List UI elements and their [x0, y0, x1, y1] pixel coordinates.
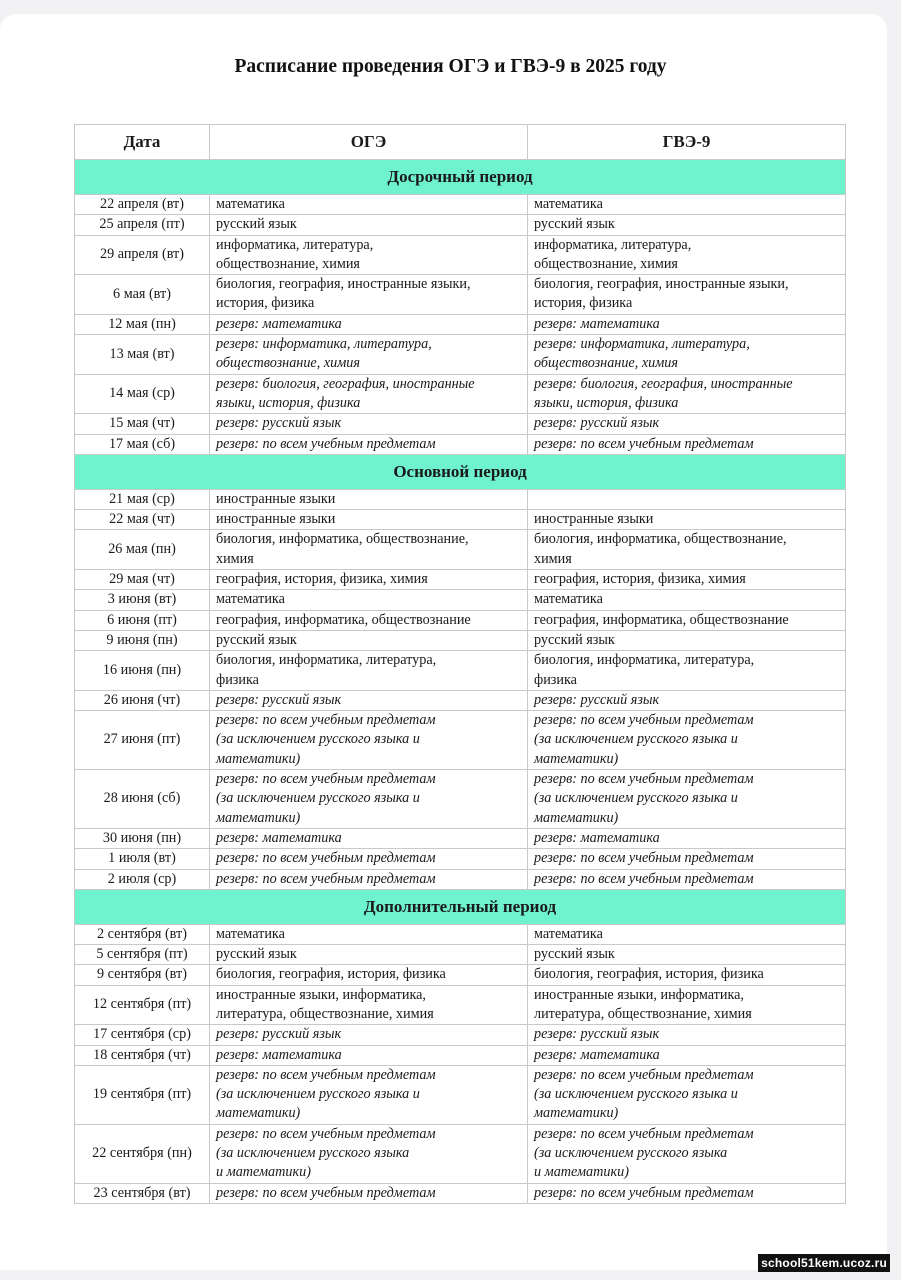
table-row	[75, 828, 846, 848]
table-row	[75, 1124, 846, 1183]
table-row	[75, 651, 846, 691]
table-row	[75, 770, 846, 829]
oge-cell: биология, география, история, физика	[210, 965, 528, 985]
oge-cell: иностранные языки	[210, 489, 528, 509]
date-cell: 30 июня (пн)	[75, 828, 210, 848]
oge-cell: резерв: математика	[210, 1045, 528, 1065]
gve-cell: резерв: по всем учебным предметам	[528, 434, 846, 454]
oge-cell: резерв: математика	[210, 314, 528, 334]
period-header-row	[75, 454, 846, 489]
table-row	[75, 530, 846, 570]
table-row	[75, 275, 846, 315]
oge-cell: русский язык	[210, 630, 528, 650]
gve-cell: резерв: математика	[528, 828, 846, 848]
table-row	[75, 510, 846, 530]
date-cell: 22 мая (чт)	[75, 510, 210, 530]
oge-cell: резерв: биология, география, иностранные языки, история, физика	[210, 374, 528, 414]
date-cell: 9 сентября (вт)	[75, 965, 210, 985]
gve-cell: русский язык	[528, 630, 846, 650]
date-cell: 6 июня (пт)	[75, 610, 210, 630]
table-row	[75, 630, 846, 650]
gve-cell: иностранные языки	[528, 510, 846, 530]
gve-cell	[528, 489, 846, 509]
date-cell: 23 сентября (вт)	[75, 1183, 210, 1203]
gve-cell: резерв: русский язык	[528, 414, 846, 434]
table-row	[75, 235, 846, 275]
header-date: Дата	[75, 125, 210, 160]
header-oge: ОГЭ	[210, 125, 528, 160]
period-header-row	[75, 889, 846, 924]
oge-cell: биология, информатика, обществознание, химия	[210, 530, 528, 570]
date-cell: 26 июня (чт)	[75, 690, 210, 710]
period-title: Досрочный период	[75, 160, 846, 195]
table-row	[75, 570, 846, 590]
gve-cell: география, информатика, обществознание	[528, 610, 846, 630]
date-cell: 1 июля (вт)	[75, 849, 210, 869]
schedule-table	[74, 124, 846, 1204]
gve-cell: информатика, литература, обществознание, химия	[528, 235, 846, 275]
gve-cell: резерв: математика	[528, 314, 846, 334]
date-cell: 22 сентября (пн)	[75, 1124, 210, 1183]
gve-cell: резерв: по всем учебным предметам (за исключением русского языка и математики)	[528, 711, 846, 770]
oge-cell: иностранные языки, информатика, литература, обществознание, химия	[210, 985, 528, 1025]
table-row	[75, 590, 846, 610]
oge-cell: русский язык	[210, 945, 528, 965]
gve-cell: математика	[528, 590, 846, 610]
table-row	[75, 1045, 846, 1065]
oge-cell: резерв: по всем учебным предметам (за исключением русского языка и математики)	[210, 770, 528, 829]
date-cell: 29 апреля (вт)	[75, 235, 210, 275]
date-cell: 3 июня (вт)	[75, 590, 210, 610]
gve-cell: резерв: русский язык	[528, 690, 846, 710]
oge-cell: математика	[210, 195, 528, 215]
table-row	[75, 869, 846, 889]
date-cell: 9 июня (пн)	[75, 630, 210, 650]
table-row	[75, 195, 846, 215]
oge-cell: резерв: по всем учебным предметам (за исключением русского языка и математики)	[210, 1124, 528, 1183]
period-title: Дополнительный период	[75, 889, 846, 924]
date-cell: 5 сентября (пт)	[75, 945, 210, 965]
gve-cell: русский язык	[528, 945, 846, 965]
table-row	[75, 985, 846, 1025]
table-row	[75, 434, 846, 454]
date-cell: 12 сентября (пт)	[75, 985, 210, 1025]
date-cell: 26 мая (пн)	[75, 530, 210, 570]
oge-cell: резерв: по всем учебным предметам (за исключением русского языка и математики)	[210, 711, 528, 770]
table-row	[75, 1183, 846, 1203]
table-row	[75, 314, 846, 334]
oge-cell: биология, информатика, литература, физика	[210, 651, 528, 691]
table-row	[75, 610, 846, 630]
oge-cell: иностранные языки	[210, 510, 528, 530]
period-header-row	[75, 160, 846, 195]
schedule-body	[75, 160, 846, 1204]
gve-cell: математика	[528, 195, 846, 215]
table-row	[75, 414, 846, 434]
gve-cell: резерв: по всем учебным предметам (за исключением русского языка и математики)	[528, 1124, 846, 1183]
oge-cell: резерв: русский язык	[210, 414, 528, 434]
oge-cell: резерв: русский язык	[210, 1025, 528, 1045]
date-cell: 6 мая (вт)	[75, 275, 210, 315]
table-row	[75, 711, 846, 770]
gve-cell: иностранные языки, информатика, литература, обществознание, химия	[528, 985, 846, 1025]
date-cell: 12 мая (пн)	[75, 314, 210, 334]
date-cell: 27 июня (пт)	[75, 711, 210, 770]
gve-cell: резерв: по всем учебным предметам (за исключением русского языка и математики)	[528, 1065, 846, 1124]
gve-cell: резерв: математика	[528, 1045, 846, 1065]
date-cell: 29 мая (чт)	[75, 570, 210, 590]
oge-cell: информатика, литература, обществознание, химия	[210, 235, 528, 275]
site-watermark: school51kem.ucoz.ru	[758, 1254, 890, 1272]
oge-cell: русский язык	[210, 215, 528, 235]
date-cell: 2 сентября (вт)	[75, 924, 210, 944]
gve-cell: резерв: информатика, литература, обществознание, химия	[528, 335, 846, 375]
oge-cell: резерв: по всем учебным предметам	[210, 849, 528, 869]
header-gve: ГВЭ-9	[528, 125, 846, 160]
gve-cell: биология, информатика, обществознание, химия	[528, 530, 846, 570]
gve-cell: резерв: по всем учебным предметам	[528, 869, 846, 889]
gve-cell: резерв: по всем учебным предметам	[528, 1183, 846, 1203]
date-cell: 2 июля (ср)	[75, 869, 210, 889]
table-row	[75, 690, 846, 710]
oge-cell: география, история, физика, химия	[210, 570, 528, 590]
date-cell: 28 июня (сб)	[75, 770, 210, 829]
gve-cell: русский язык	[528, 215, 846, 235]
gve-cell: резерв: по всем учебным предметам	[528, 849, 846, 869]
oge-cell: резерв: по всем учебным предметам (за исключением русского языка и математики)	[210, 1065, 528, 1124]
gve-cell: резерв: русский язык	[528, 1025, 846, 1045]
table-row	[75, 924, 846, 944]
table-row	[75, 849, 846, 869]
oge-cell: резерв: по всем учебным предметам	[210, 434, 528, 454]
gve-cell: математика	[528, 924, 846, 944]
oge-cell: резерв: информатика, литература, обществознание, химия	[210, 335, 528, 375]
oge-cell: резерв: по всем учебным предметам	[210, 1183, 528, 1203]
table-row	[75, 215, 846, 235]
period-title: Основной период	[75, 454, 846, 489]
oge-cell: резерв: по всем учебным предметам	[210, 869, 528, 889]
gve-cell: биология, география, история, физика	[528, 965, 846, 985]
date-cell: 18 сентября (чт)	[75, 1045, 210, 1065]
oge-cell: биология, география, иностранные языки, история, физика	[210, 275, 528, 315]
table-row	[75, 965, 846, 985]
oge-cell: резерв: математика	[210, 828, 528, 848]
table-header-row	[75, 125, 846, 160]
date-cell: 13 мая (вт)	[75, 335, 210, 375]
oge-cell: математика	[210, 924, 528, 944]
table-row	[75, 489, 846, 509]
date-cell: 21 мая (ср)	[75, 489, 210, 509]
date-cell: 17 сентября (ср)	[75, 1025, 210, 1045]
date-cell: 17 мая (сб)	[75, 434, 210, 454]
table-row	[75, 335, 846, 375]
gve-cell: биология, география, иностранные языки, история, физика	[528, 275, 846, 315]
oge-cell: математика	[210, 590, 528, 610]
date-cell: 25 апреля (пт)	[75, 215, 210, 235]
table-row	[75, 374, 846, 414]
date-cell: 15 мая (чт)	[75, 414, 210, 434]
gve-cell: биология, информатика, литература, физика	[528, 651, 846, 691]
oge-cell: резерв: русский язык	[210, 690, 528, 710]
page-title: Расписание проведения ОГЭ и ГВЭ-9 в 2025 году	[234, 56, 667, 77]
date-cell: 22 апреля (вт)	[75, 195, 210, 215]
table-row	[75, 1065, 846, 1124]
gve-cell: география, история, физика, химия	[528, 570, 846, 590]
date-cell: 19 сентября (пт)	[75, 1065, 210, 1124]
table-row	[75, 1025, 846, 1045]
gve-cell: резерв: биология, география, иностранные языки, история, физика	[528, 374, 846, 414]
table-row	[75, 945, 846, 965]
oge-cell: география, информатика, обществознание	[210, 610, 528, 630]
date-cell: 14 мая (ср)	[75, 374, 210, 414]
date-cell: 16 июня (пн)	[75, 651, 210, 691]
gve-cell: резерв: по всем учебным предметам (за исключением русского языка и математики)	[528, 770, 846, 829]
